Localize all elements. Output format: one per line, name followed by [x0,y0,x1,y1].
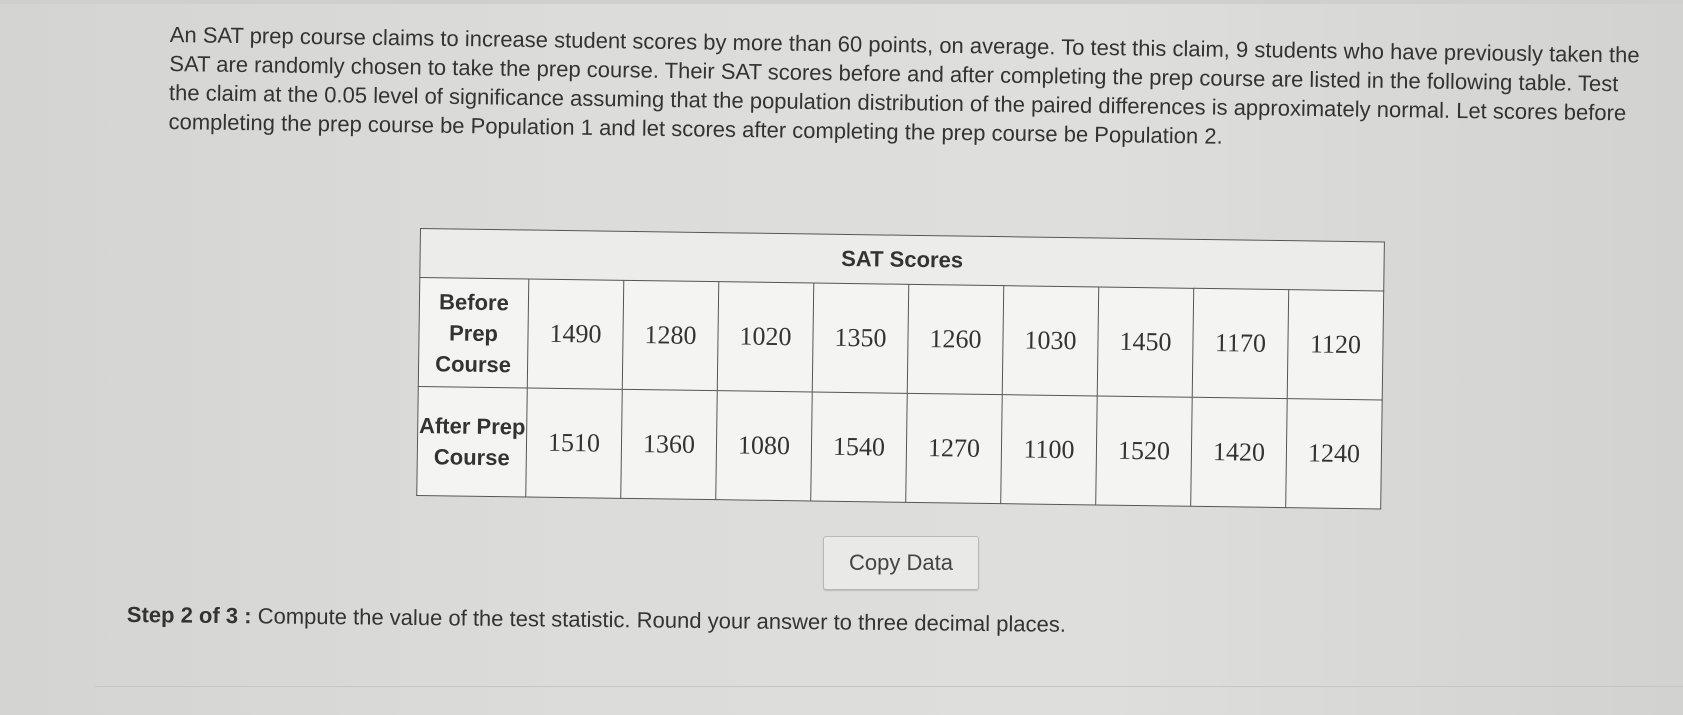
table-row-before [418,278,1383,400]
after-score-6: 1100 [1001,395,1098,505]
before-score-5: 1260 [907,284,1004,394]
after-score-5: 1270 [906,393,1003,503]
before-score-6: 1030 [1002,286,1099,396]
row-label-after: After Prep Course [417,386,528,497]
section-divider [95,686,1683,687]
after-score-7: 1520 [1096,396,1193,506]
after-score-4: 1540 [811,392,908,502]
table-title: SAT Scores [420,229,1385,291]
after-score-2: 1360 [621,389,718,499]
before-score-3: 1020 [717,282,814,392]
before-score-4: 1350 [812,283,909,393]
before-score-1: 1490 [527,279,624,389]
table-row-after [417,386,1382,508]
before-score-9: 1120 [1287,290,1384,400]
after-score-8: 1420 [1191,397,1288,507]
step-label: Step 2 of 3 : [126,602,252,629]
step-text: Compute the value of the test statistic. Round your answer to three decimal places. [257,603,1067,637]
before-score-2: 1280 [622,280,719,390]
after-score-9: 1240 [1286,399,1383,509]
after-score-1: 1510 [526,388,623,498]
sat-scores-table [416,228,1385,509]
before-score-8: 1170 [1192,288,1289,398]
row-label-before: Before Prep Course [418,278,529,389]
step-instruction [127,602,1066,638]
question-text: An SAT prep course claims to increase student scores by more than 60 points, on average. To test this claim, 9 students who have previously taken the SAT are randomly chosen to take the prep course. Their SAT scores before and after completing the prep course are listed in the following table. Test the claim at the 0.05 level of significance assuming that the population distribution of the paired differences is approximately normal. Let scores before completing the prep course be Population 1 and let scores after completing the prep course be Population 2. [168,21,1640,149]
before-score-7: 1450 [1097,287,1194,397]
after-score-3: 1080 [716,391,813,501]
sat-scores-table-wrapper [416,228,1385,509]
copy-data-button[interactable]: Copy Data [823,536,979,590]
